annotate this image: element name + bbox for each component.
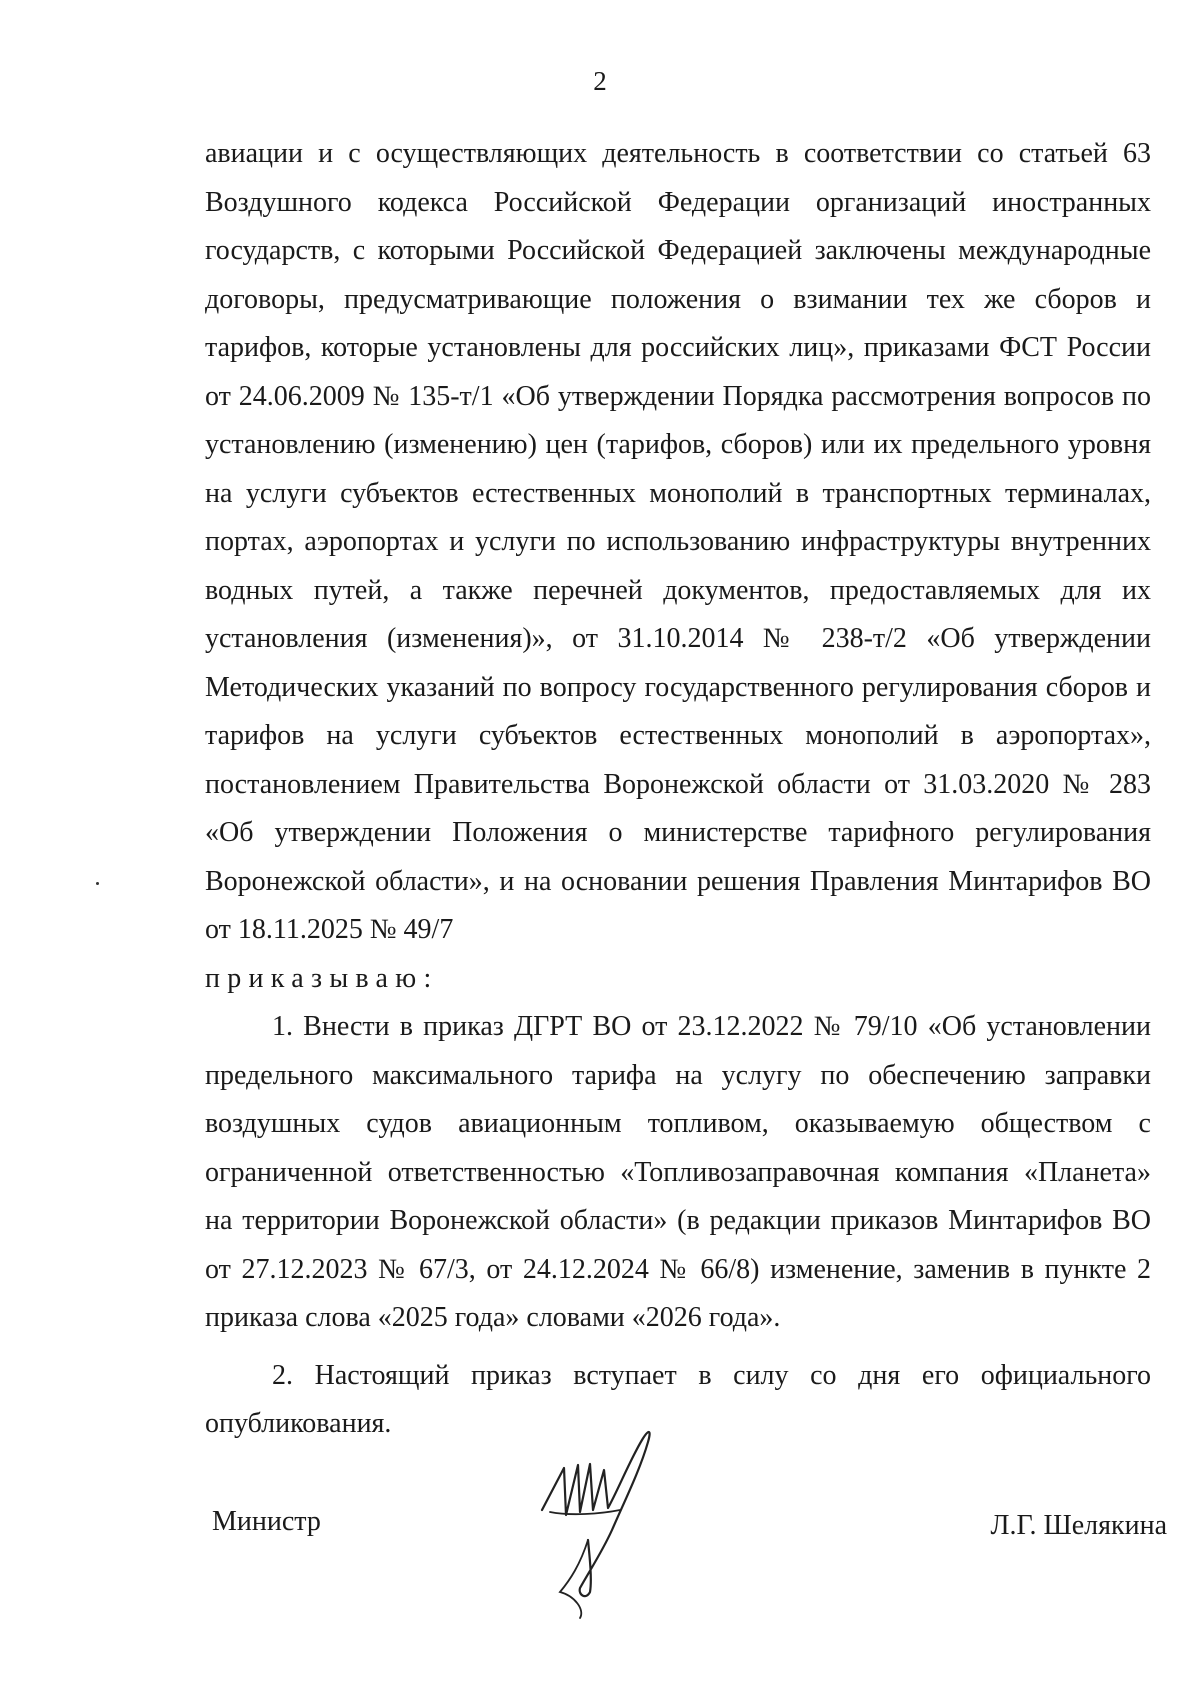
handwritten-signature xyxy=(530,1420,690,1620)
order-item-1: 1. Внести в приказ ДГРТ ВО от 23.12.2022 № 79/10 «Об установлении предельного максимального тарифа на услугу по обеспечению заправки воздушных судов авиационным топливом, оказываемую обществом с ограниченной ответственностью «Топливозаправочная компания «Планета» на территории Воронежской области» (в редакции приказов Минтарифов ВО от 27.12.2023 № 67/3, от 24.12.2024 № 66/8) изменение, заменив в пункте 2 приказа слова «2025 года» словами «2026 года». xyxy=(205,1011,1151,1333)
order-word: приказываю: xyxy=(205,962,439,994)
page-number: 2 xyxy=(593,66,607,96)
order-item-2: 2. Настоящий приказ вступает в силу со дня его официального опубликования. xyxy=(205,1359,1151,1439)
document-body xyxy=(205,130,1151,1449)
preamble-paragraph: авиации и с осуществляющих деятельность в соответствии со статьей 63 Воздушного кодекса Российской Федерации организаций иностранных государств, с которыми Российской Федерацией заключены международные договоры, предусматривающие положения о взимании тех же сборов и тарифов, которые установлены для российских лиц», приказами ФСТ России от 24.06.2009 № 135-т/1 «Об утверждении Порядка рассмотрения вопросов по установлению (изменению) цен (тарифов, сборов) или их предельного уровня на услуги субъектов естественных монополий в транспортных терминалах, портах, аэропортах и услуги по использованию инфраструктуры внутренних водных путей, а также перечней документов, предоставляемых для их установления (изменения)», от 31.10.2014 № 238-т/2 «Об утверждении Методических указаний по вопросу государственного регулирования сборов и тарифов на услуги субъектов естественных монополий в аэропортах», постановлением Правительства Воронежской области от 31.03.2020 № 283 «Об утверждении Положения о министерстве тарифного регулирования Воронежской области», и на основании решения Правления Минтарифов ВО от 18.11.2025 № 49/7 xyxy=(205,138,1151,945)
position-title: Министр xyxy=(212,1506,321,1537)
scan-dot-mark xyxy=(96,882,99,885)
signer-name: Л.Г. Шелякина xyxy=(990,1510,1167,1541)
